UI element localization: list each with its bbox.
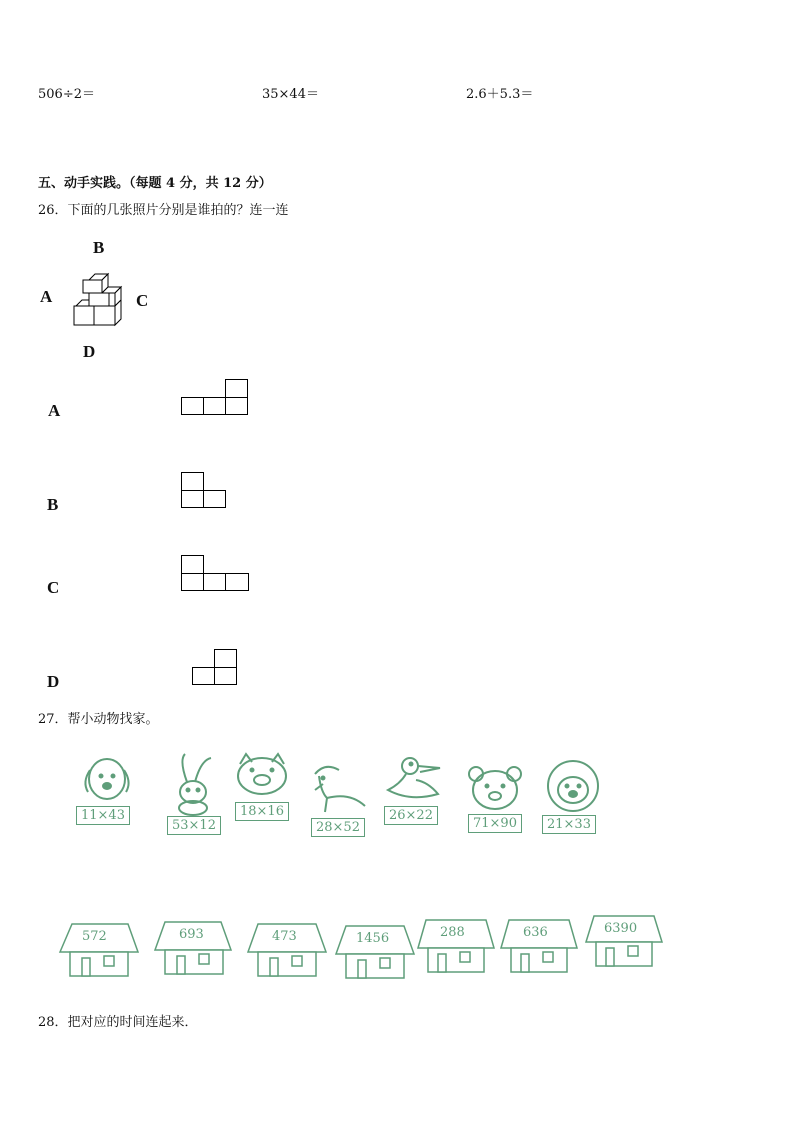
animal-rabbit [165, 752, 225, 837]
rabbit-icon [165, 752, 225, 814]
view-label-c: C [47, 578, 60, 597]
animal-dog-expr: 11×43 [76, 806, 130, 825]
animal-dog [72, 752, 142, 832]
figure-label-left: A [40, 287, 53, 306]
house-2 [153, 918, 235, 980]
house-6-value: 636 [523, 925, 548, 940]
animal-monkey [540, 758, 612, 838]
animal-goat [305, 762, 375, 846]
house-3 [246, 920, 328, 982]
q27-prompt: 27．帮小动物找家。 [38, 712, 159, 727]
house-7 [584, 914, 666, 976]
animal-duck-expr: 26×22 [384, 806, 438, 825]
house-4-value: 1456 [356, 931, 390, 946]
dog-icon [72, 752, 142, 807]
house-3-value: 473 [272, 929, 297, 944]
animal-bear [466, 764, 536, 840]
house-1-value: 572 [82, 929, 107, 944]
goat-icon [305, 762, 375, 822]
pig-icon [232, 750, 292, 800]
view-label-d: D [47, 672, 60, 691]
animal-bear-expr: 71×90 [468, 814, 522, 833]
calc-item-2: 35×44＝ [262, 87, 319, 102]
calc-item-1: 506÷2＝ [38, 87, 95, 102]
cube-stack-figure [70, 272, 125, 327]
house-1 [58, 918, 140, 980]
house-2-value: 693 [179, 927, 204, 942]
q28-prompt: 28．把对应的时间连起来． [38, 1015, 198, 1030]
house-6 [499, 918, 581, 980]
section-heading: 五、动手实践。（每题 4 分，共 12 分） [38, 176, 272, 191]
house-5 [416, 918, 498, 980]
q26-prompt: 26．下面的几张照片分别是谁拍的？连一连 [38, 203, 289, 218]
view-label-a: A [48, 401, 61, 420]
animal-pig [232, 750, 292, 830]
animal-duck [380, 754, 450, 834]
animal-rabbit-expr: 53×12 [167, 816, 221, 835]
animal-goat-expr: 28×52 [311, 818, 365, 837]
house-1-icon [58, 918, 140, 980]
house-7-value: 6390 [604, 921, 638, 936]
bear-icon [466, 764, 526, 812]
figure-label-bottom: D [83, 342, 96, 361]
monkey-icon [540, 758, 606, 814]
house-4 [334, 922, 416, 984]
calc-item-3: 2.6＋5.3＝ [466, 87, 534, 102]
duck-icon [380, 754, 450, 806]
figure-label-right: C [136, 291, 149, 310]
view-label-b: B [47, 495, 59, 514]
house-5-value: 288 [440, 925, 465, 940]
animal-pig-expr: 18×16 [235, 802, 289, 821]
animal-monkey-expr: 21×33 [542, 815, 596, 834]
figure-label-top: B [93, 238, 105, 257]
